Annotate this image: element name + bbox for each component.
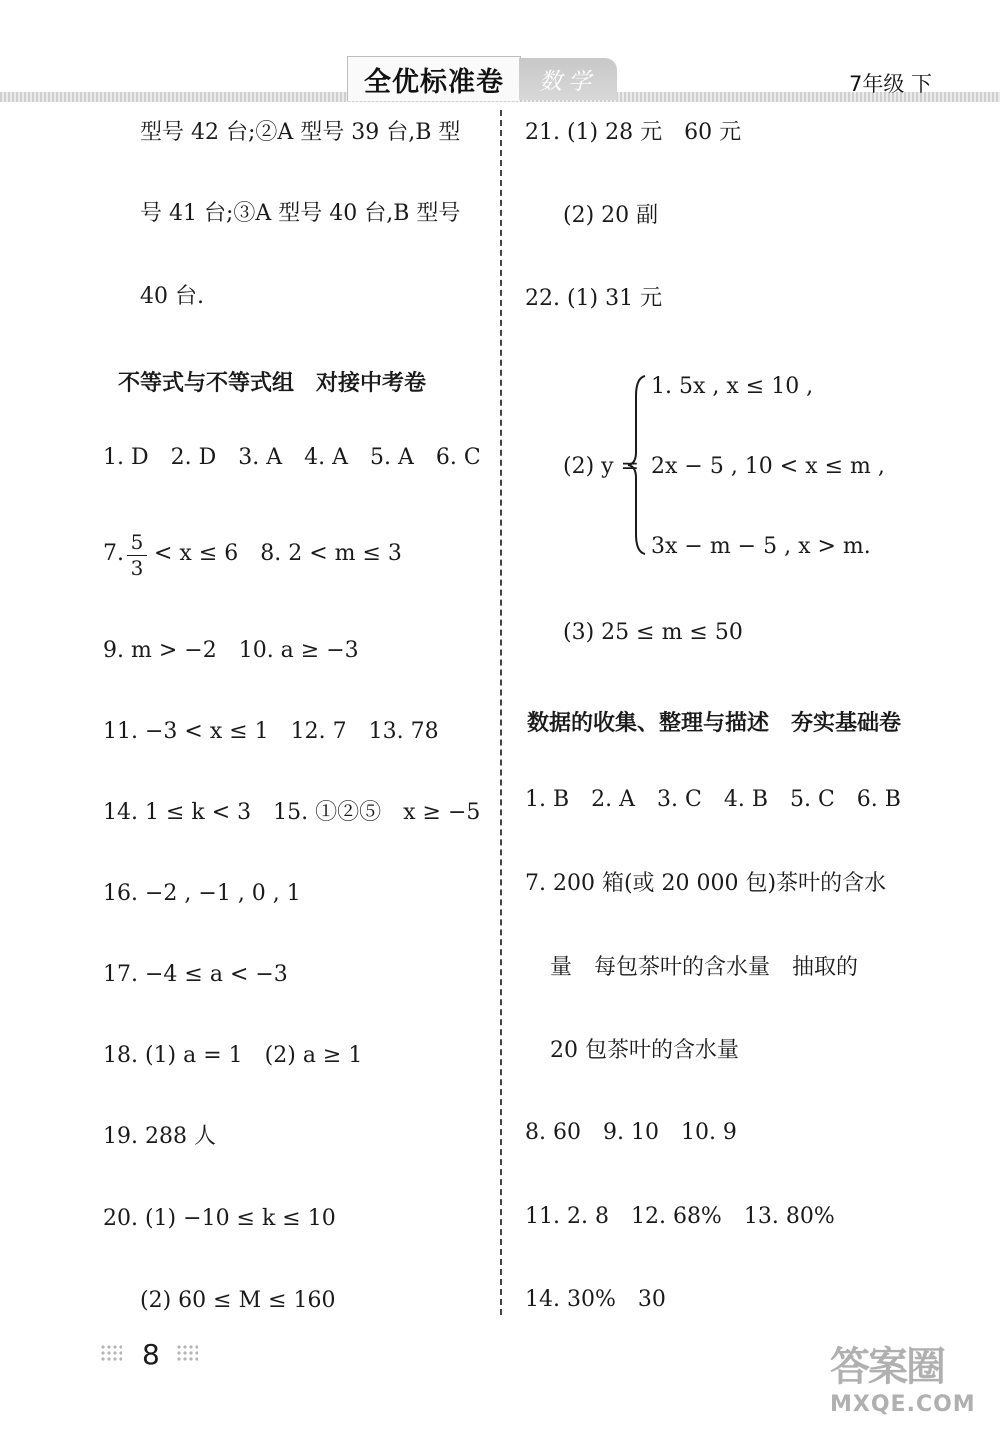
answer-21-part2: (2) 20 副 — [563, 203, 659, 228]
answer-22-part2-label: (2) y = — [563, 454, 640, 479]
answers-1-6: 1. D 2. D 3. A 4. A 5. A 6. C — [103, 445, 481, 470]
section-title-statistics: 数据的收集、整理与描述 夯实基础卷 — [527, 711, 902, 736]
piecewise-case-1: 1. 5x , x ≤ 10 , — [651, 374, 814, 399]
page-number: 8 — [142, 1338, 160, 1371]
answer-18: 18. (1) a = 1 (2) a ≥ 1 — [103, 1043, 363, 1068]
subject-tab: 数学 — [519, 58, 617, 100]
continuation-line-2: 号 41 台;③A 型号 40 台,B 型号 — [140, 201, 461, 226]
answer-b7-line1: 7. 200 箱(或 20 000 包)茶叶的含水 — [525, 871, 887, 896]
answer-22-part3: (3) 25 ≤ m ≤ 50 — [563, 620, 743, 645]
watermark-logo: 答案圈 — [830, 1344, 944, 1390]
piecewise-brace — [625, 372, 649, 558]
answer-20-part2: (2) 60 ≤ M ≤ 160 — [140, 1288, 336, 1313]
answer-17: 17. −4 ≤ a < −3 — [103, 962, 288, 987]
answer-16: 16. −2 , −1 , 0 , 1 — [103, 881, 301, 906]
page-number-dots-right — [176, 1344, 198, 1362]
answer-b7-line3: 20 包茶叶的含水量 — [550, 1038, 739, 1063]
answer-b14: 14. 30% 30 — [525, 1287, 666, 1312]
piecewise-case-3: 3x − m − 5 , x > m. — [651, 534, 871, 559]
watermark — [830, 1335, 990, 1425]
page-number-dots-left — [100, 1344, 122, 1362]
answers-11-13: 11. −3 < x ≤ 1 12. 7 13. 78 — [103, 719, 439, 744]
fraction-five-thirds — [126, 532, 148, 579]
continuation-line-3: 40 台. — [140, 284, 204, 309]
continuation-line-1: 型号 42 台;②A 型号 39 台,B 型 — [140, 120, 461, 145]
section-title-inequalities: 不等式与不等式组 对接中考卷 — [118, 371, 427, 396]
answer-7-prefix: 7. — [103, 541, 124, 566]
watermark-url: MXQE.COM — [830, 1392, 976, 1417]
answer-22-part1: 22. (1) 31 元 — [525, 286, 663, 311]
answer-19: 19. 288 人 — [103, 1124, 216, 1149]
answer-21-part1: 21. (1) 28 元 60 元 — [525, 120, 742, 145]
answers-b11-13: 11. 2. 8 12. 68% 13. 80% — [525, 1204, 835, 1229]
answer-b7-line2: 量 每包茶叶的含水量 抽取的 — [550, 955, 859, 980]
answers-b8-10: 8. 60 9. 10 10. 9 — [525, 1120, 737, 1145]
piecewise-case-2: 2x − 5 , 10 < x ≤ m , — [651, 454, 885, 479]
fraction-denominator: 3 — [130, 556, 144, 580]
column-divider — [500, 110, 502, 1315]
answers-7-8: < x ≤ 6 8. 2 < m ≤ 3 — [154, 541, 402, 566]
answers-9-10: 9. m > −2 10. a ≥ −3 — [103, 638, 359, 663]
answers-b1-6: 1. B 2. A 3. C 4. B 5. C 6. B — [525, 787, 901, 812]
fraction-numerator: 5 — [130, 530, 144, 554]
grade-label: 7年级 下 — [848, 72, 932, 96]
answer-20-part1: 20. (1) −10 ≤ k ≤ 10 — [103, 1206, 336, 1231]
brand-title: 全优标准卷 — [347, 56, 521, 101]
answers-14-15: 14. 1 ≤ k < 3 15. ①②⑤ x ≥ −5 — [103, 800, 481, 825]
